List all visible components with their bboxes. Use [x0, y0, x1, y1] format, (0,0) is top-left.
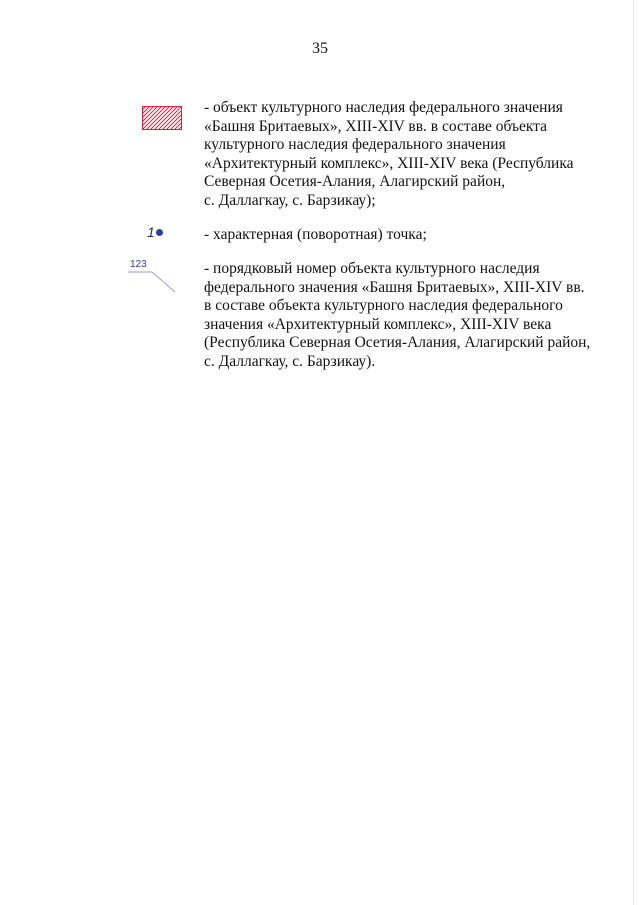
page-edge-line [633, 0, 634, 905]
turning-point-icon [147, 224, 171, 242]
point-number-label: 1 [147, 224, 155, 240]
legend-text-ordinal-number: - порядковый номер объекта культурного наследия федерального значения «Башня Бритаевых», XIII-XIV вв. в составе объекта культурного наследия федерального значения «Архитектурный комплекс», XIII-XIV века (Республика Северная Осетия-Алания, Алагирский район, с. Даллагкау, с. Барзикау). [204, 260, 591, 370]
legend-text-turning-point: - характерная (поворотная) точка; [204, 226, 427, 243]
point-dot-icon [156, 229, 163, 236]
leader-line-icon [126, 259, 182, 295]
page-number: 35 [312, 40, 328, 57]
number-leader-icon [126, 259, 182, 295]
leader-number-label: 123 [130, 259, 147, 270]
hatched-area-icon [142, 106, 182, 130]
legend-text-heritage-object: - объект культурного наследия федерального значения «Башня Бритаевых», XIII-XIV вв. в составе объекта культурного наследия федерального значения «Архитектурный комплекс», XIII-XIV века (Республика Северная Осетия-Алания, Алагирский район, с. Даллагкау, с. Барзикау); [204, 99, 574, 209]
